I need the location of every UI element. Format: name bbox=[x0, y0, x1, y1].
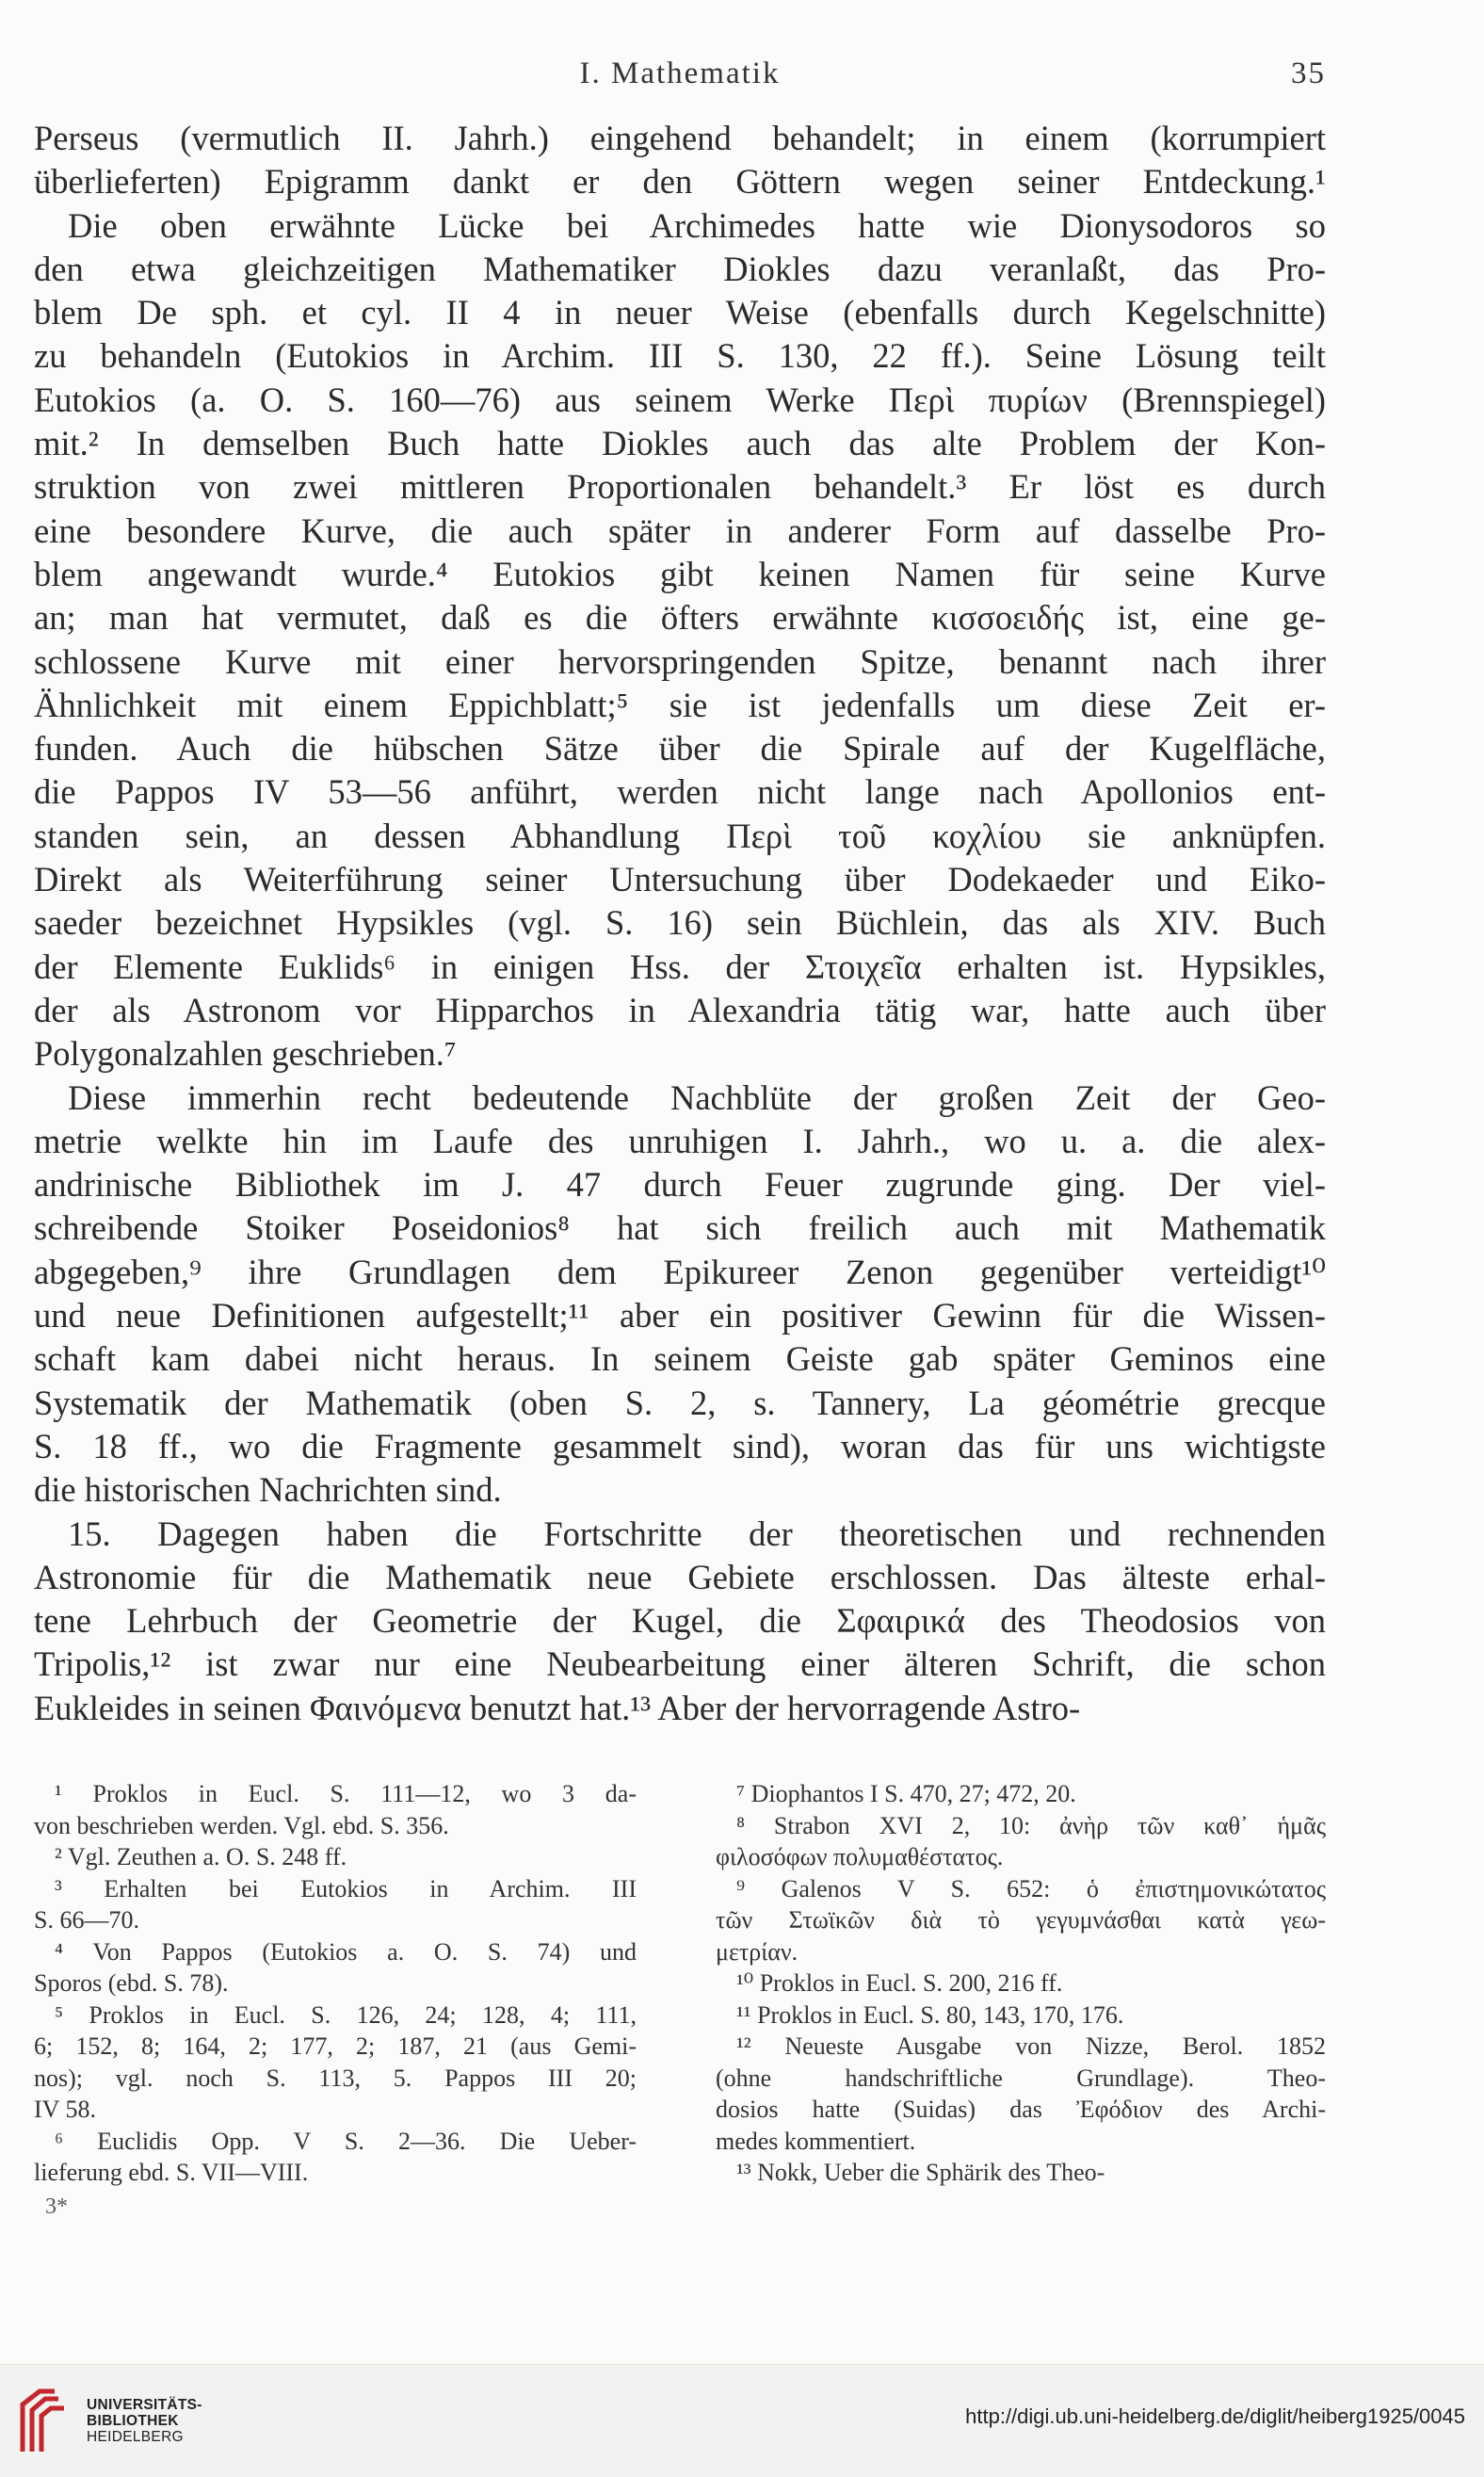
digitization-footer bbox=[0, 2364, 1484, 2477]
footnote-line: dosios hatte (Suidas) das Ἐφόδιον des Archi- bbox=[716, 2096, 1326, 2123]
text-line: tene Lehrbuch der Geometrie der Kugel, die Σφαιρικά des Theodosios von bbox=[34, 1601, 1326, 1641]
text-line: Eutokios (a. O. S. 160—76) aus seinem Werke Περὶ πυρίων (Brennspiegel) bbox=[34, 380, 1326, 419]
text-line: überlieferten) Epigramm dankt er den Göttern wegen seiner Entdeckung.¹ bbox=[34, 162, 1326, 202]
footnote-line: ² Vgl. Zeuthen a. O. S. 248 ff. bbox=[55, 1843, 347, 1870]
footnote-line: ¹⁰ Proklos in Eucl. S. 200, 216 ff. bbox=[736, 1969, 1063, 1997]
text-line: 15. Dagegen haben die Fortschritte der theoretischen und rechnenden bbox=[68, 1514, 1326, 1553]
library-name-line: HEIDELBERG bbox=[87, 2429, 184, 2445]
footnote-line: ⁴ Von Pappos (Eutokios a. O. S. 74) und bbox=[55, 1937, 637, 1966]
text-line: blem De sph. et cyl. II 4 in neuer Weise (ebenfalls durch Kegelschnitte) bbox=[34, 293, 1326, 332]
text-line: an; man hat vermutet, daß es die öfters erwähnte κισσοειδής ist, eine ge- bbox=[34, 598, 1326, 638]
text-line: schreibende Stoiker Poseidonios⁸ hat sich freilich auch mit Mathematik bbox=[34, 1208, 1326, 1248]
footnote-line: (ohne handschriftliche Grundlage). Theo- bbox=[716, 2064, 1326, 2092]
text-line: standen sein, an dessen Abhandlung Περὶ τοῦ κοχλίου sie anknüpfen. bbox=[34, 816, 1326, 855]
text-line: Astronomie für die Mathematik neue Gebiete erschlossen. Das älteste erhal- bbox=[34, 1557, 1326, 1596]
text-line: andrinische Bibliothek im J. 47 durch Feuer zugrunde ging. Der viel- bbox=[34, 1165, 1326, 1205]
footnotes-right-column bbox=[716, 1778, 1326, 2189]
footnote-line: ¹² Neueste Ausgabe von Nizze, Berol. 1852 bbox=[736, 2032, 1326, 2060]
text-line: abgegeben,⁹ ihre Grundlagen dem Epikureer Zenon gegenüber verteidigt¹⁰ bbox=[34, 1252, 1326, 1291]
text-line: die Pappos IV 53—56 anführt, werden nicht lange nach Apollonios ent- bbox=[34, 772, 1326, 812]
text-line: Tripolis,¹² ist zwar nur eine Neubearbeitung einer älteren Schrift, die schon bbox=[34, 1644, 1326, 1684]
footnote-line: ⁹ Galenos V S. 652: ὁ ἐπιστημονικώτατος bbox=[736, 1874, 1326, 1902]
footnote-line: ³ Erhalten bei Eutokios in Archim. III bbox=[55, 1874, 637, 1902]
text-line: Systematik der Mathematik (oben S. 2, s. Tannery, La géométrie grecque bbox=[34, 1383, 1326, 1422]
text-line: Eukleides in seinen Φαινόμενα benutzt hat.¹³ Aber der hervorragende Astro- bbox=[34, 1688, 1081, 1727]
text-line: der als Astronom vor Hipparchos in Alexandria tätig war, hatte auch über bbox=[34, 990, 1326, 1029]
text-line: Die oben erwähnte Lücke bei Archimedes hatte wie Dionysodoros so bbox=[68, 205, 1326, 245]
footnote-line: φιλοσόφων πολυμαθέστατος. bbox=[716, 1843, 1004, 1870]
text-line: blem angewandt wurde.⁴ Eutokios gibt keinen Namen für seine Kurve bbox=[34, 554, 1326, 593]
footnote-line: ⁶ Euclidis Opp. V S. 2—36. Die Ueber- bbox=[55, 2127, 637, 2155]
footnote-line: S. 66—70. bbox=[34, 1906, 139, 1934]
text-line: Direkt als Weiterführung seiner Untersuchung über Dodekaeder und Eiko- bbox=[34, 860, 1326, 899]
text-line: schaft kam dabei nicht heraus. In seinem Geiste gab später Geminos eine bbox=[34, 1339, 1326, 1379]
page-number: 35 bbox=[1291, 57, 1326, 90]
text-line: den etwa gleichzeitigen Mathematiker Diokles dazu veranlaßt, das Pro- bbox=[34, 249, 1326, 288]
running-head bbox=[34, 57, 1326, 104]
running-head-title: I. Mathematik bbox=[579, 57, 781, 90]
text-line: saeder bezeichnet Hypsikles (vgl. S. 16) sein Büchlein, das als XIV. Buch bbox=[34, 903, 1326, 943]
footnote-line: Sporos (ebd. S. 78). bbox=[34, 1969, 229, 1997]
footnote-line: lieferung ebd. S. VII—VIII. bbox=[34, 2159, 309, 2186]
footnote-line: von beschrieben werden. Vgl. ebd. S. 356. bbox=[34, 1811, 449, 1839]
text-line: Perseus (vermutlich II. Jahrh.) eingehend behandelt; in einem (korrumpiert bbox=[34, 119, 1326, 157]
text-line: eine besondere Kurve, die auch später in anderer Form auf dasselbe Pro- bbox=[34, 510, 1326, 550]
text-line: mit.² In demselben Buch hatte Diokles auch das alte Problem der Kon- bbox=[34, 424, 1326, 463]
library-name bbox=[87, 2397, 202, 2445]
footnote-line: μετρίαν. bbox=[716, 1937, 798, 1966]
main-text bbox=[34, 117, 1326, 1730]
text-line: metrie welkte hin im Laufe des unruhigen I. Jahrh., wo u. a. die alex- bbox=[34, 1121, 1326, 1160]
footnote-line: ⁷ Diophantos I S. 470, 27; 472, 20. bbox=[736, 1780, 1076, 1807]
text-line: schlossene Kurve mit einer hervorspringenden Spitze, benannt nach ihrer bbox=[34, 641, 1326, 681]
footnote-line: ⁵ Proklos in Eucl. S. 126, 24; 128, 4; 111, bbox=[55, 2000, 637, 2029]
text-line: Polygonalzahlen geschrieben.⁷ bbox=[34, 1034, 457, 1074]
footnote-line: medes kommentiert. bbox=[716, 2127, 916, 2155]
footnote-line: nos); vgl. noch S. 113, 5. Pappos III 20; bbox=[34, 2064, 637, 2092]
footnote-line: 6; 152, 8; 164, 2; 177, 2; 187, 21 (aus Gemi- bbox=[34, 2032, 637, 2060]
text-line: Diese immerhin recht bedeutende Nachblüte der großen Zeit der Geo- bbox=[68, 1077, 1326, 1117]
text-line: funden. Auch die hübschen Sätze über die Spirale auf der Kugelfläche, bbox=[34, 729, 1326, 769]
footnote-line: ¹ Proklos in Eucl. S. 111—12, wo 3 da- bbox=[55, 1780, 637, 1807]
footnote-line: ¹³ Nokk, Ueber die Sphärik des Theo- bbox=[736, 2159, 1105, 2186]
text-line: struktion von zwei mittleren Proportionalen behandelt.³ Er löst es durch bbox=[34, 467, 1326, 507]
text-line: S. 18 ff., wo die Fragmente gesammelt sind), woran das für uns wichtigste bbox=[34, 1426, 1326, 1465]
text-line: der Elemente Euklids⁶ in einigen Hss. der Στοιχεῖα erhalten ist. Hypsikles, bbox=[34, 947, 1326, 986]
footnote-line: τῶν Στωϊκῶν διὰ τὸ γεγυμνάσθαι κατὰ γεω- bbox=[716, 1906, 1326, 1934]
source-url-link[interactable]: http://digi.ub.uni-heidelberg.de/diglit/heiberg1925/0045 bbox=[965, 2404, 1465, 2428]
footnote-line: ⁸ Strabon XVI 2, 10: ἀνὴρ τῶν καθ᾽ ἡμᾶς bbox=[736, 1811, 1326, 1839]
text-line: zu behandeln (Eutokios in Archim. III S. 130, 22 ff.). Seine Lösung teilt bbox=[34, 336, 1326, 376]
footnotes-left-column bbox=[34, 1778, 637, 2189]
text-line: und neue Definitionen aufgestellt;¹¹ aber ein positiver Gewinn für die Wissen- bbox=[34, 1296, 1326, 1336]
footnote-line: IV 58. bbox=[34, 2096, 96, 2123]
text-line: Ähnlichkeit mit einem Eppichblatt;⁵ sie ist jedenfalls um diese Zeit er- bbox=[34, 685, 1326, 724]
text-line: die historischen Nachrichten sind. bbox=[34, 1470, 502, 1510]
footnotes bbox=[34, 1778, 1326, 2287]
signature-mark: 3* bbox=[45, 2194, 68, 2219]
library-name-line: UNIVERSITÄTS- bbox=[87, 2397, 202, 2413]
library-logo-icon bbox=[17, 2386, 77, 2455]
library-name-line: BIBLIOTHEK bbox=[87, 2413, 179, 2429]
footnote-line: ¹¹ Proklos in Eucl. S. 80, 143, 170, 176. bbox=[736, 2000, 1124, 2029]
